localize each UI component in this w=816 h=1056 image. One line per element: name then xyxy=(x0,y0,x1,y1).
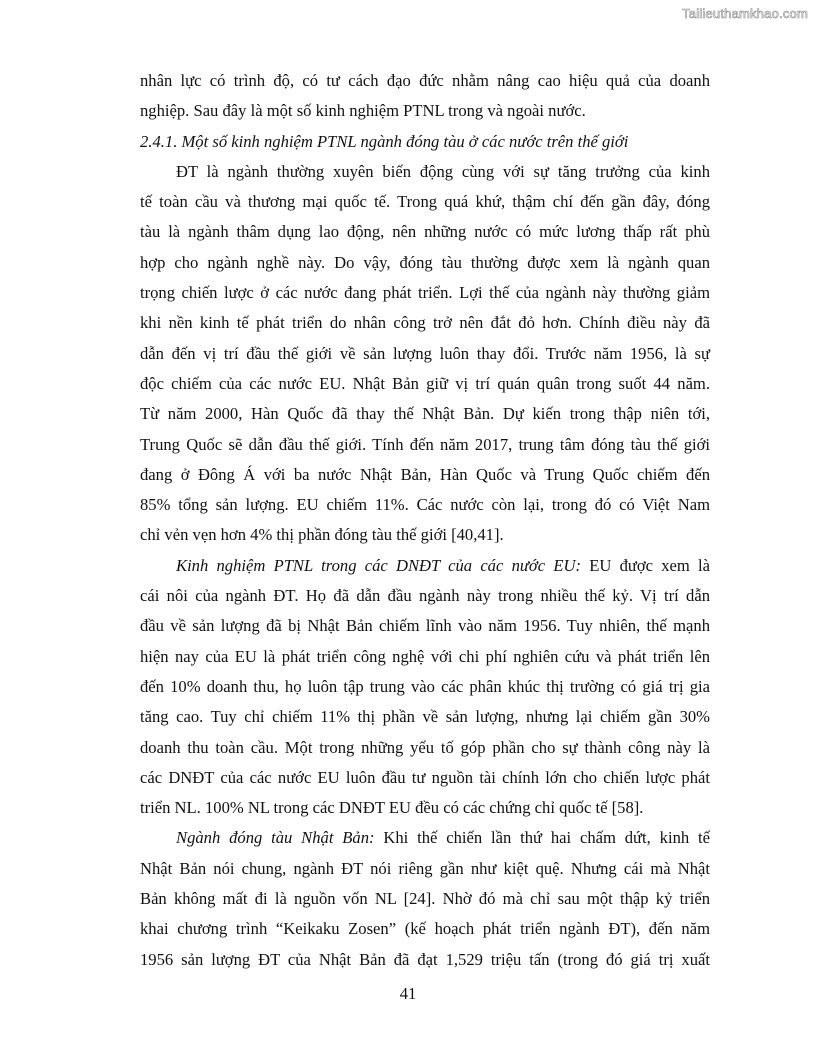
paragraph-1 xyxy=(140,157,710,551)
paragraph-1-line: dẫn đến vị trí đầu thế giới về sản lượng luôn thay đổi. Trước năm 1956, là sự xyxy=(140,343,710,363)
watermark: Tailieuthamkhao.com xyxy=(682,6,808,21)
paragraph-1-line: 85% tổng sản lượng. EU chiếm 11%. Các nước còn lại, trong đó có Việt Nam xyxy=(140,495,710,515)
paragraph-3-first-line xyxy=(140,823,710,853)
paragraph-1-line: ĐT là ngành thường xuyên biến động cùng với sự tăng trưởng của kinh xyxy=(176,161,710,181)
page-number: 41 xyxy=(399,984,417,1003)
paragraph-2-line: tăng cao. Tuy chỉ chiếm 11% thị phần về sản lượng, nhưng lại chiếm gần 30% xyxy=(140,707,710,727)
paragraph-2-lead: Kinh nghiệm PTNL trong các DNĐT của các nước EU: xyxy=(176,555,582,575)
paragraph-1-line: Từ năm 2000, Hàn Quốc đã thay thế Nhật Bản. Dự kiến trong thập niên tới, xyxy=(140,404,710,424)
intro-line-2: nghiệp. Sau đây là một số kinh nghiệm PTNL trong và ngoài nước. xyxy=(140,101,586,121)
paragraph-3-line: 1956 sản lượng ĐT của Nhật Bản đã đạt 1,529 triệu tấn (trong đó giá trị xuất xyxy=(140,949,710,969)
paragraph-2 xyxy=(140,551,710,824)
paragraph-2-first-rest: EU được xem là xyxy=(581,555,710,575)
paragraph-3 xyxy=(140,823,710,974)
paragraph-1-line: khi nền kinh tế phát triển do nhân công trở nên đắt đỏ hơn. Chính điều này đã xyxy=(140,313,710,333)
paragraph-1-line: chỉ vẻn vẹn hơn 4% thị phần đóng tàu thế giới [40,41]. xyxy=(140,525,504,545)
paragraph-2-first-line xyxy=(140,551,710,581)
paragraph-3-lead: Ngành đóng tàu Nhật Bản: xyxy=(176,828,375,848)
paragraph-3-line: Nhật Bản nói chung, ngành ĐT nói riêng gần như kiệt quệ. Nhưng cái mà Nhật xyxy=(140,858,710,878)
paragraph-2-line: triển NL. 100% NL trong các DNĐT EU đều có các chứng chỉ quốc tế [58]. xyxy=(140,798,644,818)
paragraph-2-line: doanh thu toàn cầu. Một trong những yếu tố góp phần cho sự thành công này là xyxy=(140,737,710,757)
paragraph-3-line: Bản không mất đi là nguồn vốn NL [24]. Nhờ đó mà chỉ sau một thập kỷ triển xyxy=(140,889,710,909)
page-body xyxy=(140,66,710,975)
paragraph-3-first-rest: Khi thế chiến lần thứ hai chấm dứt, kinh tế xyxy=(374,828,710,848)
paragraph-3-line: khai chương trình “Keikaku Zosen” (kế hoạch phát triển ngành ĐT), đến năm xyxy=(140,919,710,939)
paragraph-2-line: cái nôi của ngành ĐT. Họ đã dẫn đầu ngành này trong nhiều thế kỷ. Vị trí dẫn xyxy=(140,586,710,606)
paragraph-2-line: đến 10% doanh thu, họ luôn tập trung vào các phân khúc thị trường có giá trị gia xyxy=(140,676,710,696)
paragraph-2-line: hiện nay của EU là phát triển công nghệ với chi phí nghiên cứu và phát triển lên xyxy=(140,646,710,666)
paragraph-1-line: đang ở Đông Á với ba nước Nhật Bản, Hàn Quốc và Trung Quốc chiếm đến xyxy=(140,464,710,484)
paragraph-1-line: độc chiếm của các nước EU. Nhật Bản giữ vị trí quán quân trong suốt 44 năm. xyxy=(140,373,710,393)
paragraph-1-line: hợp cho ngành nghề này. Do vậy, đóng tàu thường được xem là ngành quan xyxy=(140,252,710,272)
section-heading: 2.4.1. Một số kinh nghiệm PTNL ngành đóng tàu ở các nước trên thế giới xyxy=(140,131,629,151)
paragraph-1-line: Trung Quốc sẽ dẫn đầu thế giới. Tính đến năm 2017, trung tâm đóng tàu thế giới xyxy=(140,434,710,454)
paragraph-2-line: các DNĐT của các nước EU luôn đầu tư nguồn tài chính lớn cho chiến lược phát xyxy=(140,767,710,787)
paragraph-1-line: trọng chiến lược ở các nước đang phát triển. Lợi thế của ngành này thường giảm xyxy=(140,283,710,303)
paragraph-1-line: tàu là ngành thâm dụng lao động, nên những nước có mức lương thấp rất phù xyxy=(140,222,710,242)
paragraph-1-line: tế toàn cầu và thương mại quốc tế. Trong quá khứ, thậm chí đến gần đây, đóng xyxy=(140,192,710,212)
intro-line-1: nhân lực có trình độ, có tư cách đạo đức nhằm nâng cao hiệu quả của doanh xyxy=(140,71,710,90)
paragraph-2-line: đầu về sản lượng đã bị Nhật Bản chiếm lĩnh vào năm 1956. Tuy nhiên, thế mạnh xyxy=(140,616,710,636)
